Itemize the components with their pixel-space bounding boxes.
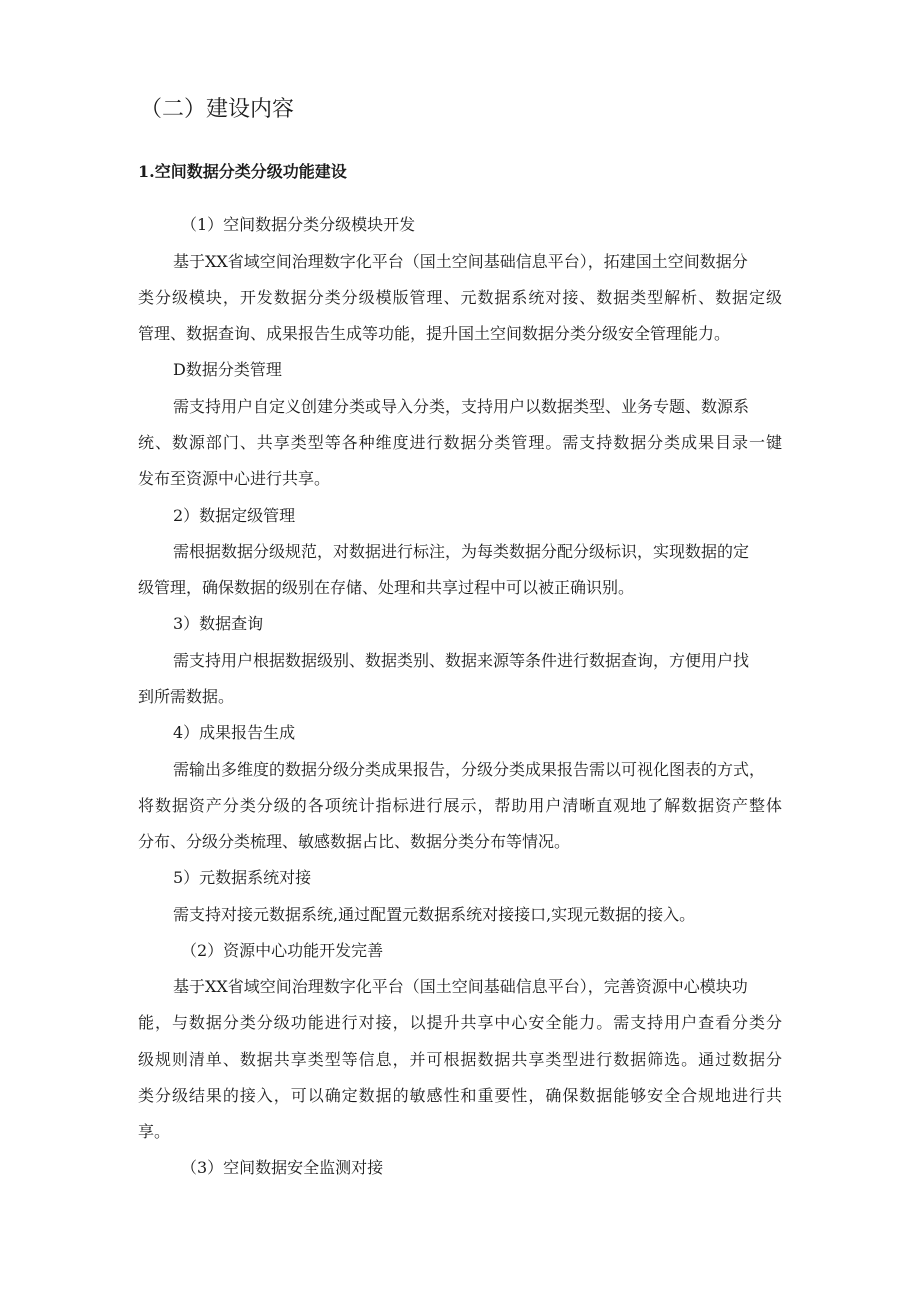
sub1-line-1: 需支持用户自定义创建分类或导入分类，支持用户以数据类型、业务专题、数源系	[173, 397, 750, 416]
item1-intro-line-3: 管理、数据查询、成果报告生成等功能，提升国土空间数据分类分级安全管理能力。	[138, 324, 731, 343]
sub1-heading: D数据分类管理	[173, 360, 282, 379]
sub4-line-1: 需输出多维度的数据分级分类成果报告，分级分类成果报告需以可视化图表的方式，	[173, 760, 766, 779]
item2-line-2: 能，与数据分类分级功能进行对接，以提升共享中心安全能力。需支持用户查看分类分	[138, 1013, 782, 1032]
sub5-heading: 5）元数据系统对接	[173, 868, 312, 887]
item2-line-4: 类分级结果的接入，可以确定数据的敏感性和重要性，确保数据能够安全合规地进行共	[138, 1086, 782, 1105]
sub2-line-2: 级管理，确保数据的级别在存储、处理和共享过程中可以被正确识别。	[138, 578, 635, 597]
sub3-heading: 3）数据查询	[173, 614, 264, 633]
sub2-heading: 2）数据定级管理	[173, 506, 296, 525]
item1-intro-line-2: 类分级模块，开发数据分类分级模版管理、元数据系统对接、数据类型解析、数据定级	[138, 288, 782, 307]
sub2-line-1: 需根据数据分级规范，对数据进行标注，为每类数据分配分级标识，实现数据的定	[173, 542, 750, 561]
item3-heading: （3）空间数据安全监测对接	[181, 1158, 384, 1177]
item1-intro-line-1: 基于XX省域空间治理数字化平台（国土空间基础信息平台），拓建国土空间数据分	[173, 252, 748, 271]
section-title: （二）建设内容	[140, 97, 295, 122]
sub3-line-1: 需支持用户根据数据级别、数据类别、数据来源等条件进行数据查询，方便用户找	[173, 651, 750, 670]
sub3-line-2: 到所需数据。	[138, 687, 235, 706]
sub1-line-3: 发布至资源中心进行共享。	[138, 469, 331, 488]
sub1-line-2: 统、数源部门、共享类型等各种维度进行数据分类管理。需支持数据分类成果目录一键	[138, 433, 782, 452]
sub4-line-3: 分布、分级分类梳理、敏感数据占比、数据分类分布等情况。	[138, 832, 571, 851]
sub4-line-2: 将数据资产分类分级的各项统计指标进行展示，帮助用户清晰直观地了解数据资产整体	[138, 796, 782, 815]
item2-line-1: 基于XX省域空间治理数字化平台（国土空间基础信息平台），完善资源中心模块功	[173, 977, 748, 996]
item2-line-5: 享。	[138, 1122, 171, 1141]
sub4-heading: 4）成果报告生成	[173, 723, 296, 742]
item2-heading: （2）资源中心功能开发完善	[181, 941, 384, 960]
sub5-line-1: 需支持对接元数据系统,通过配置元数据系统对接接口,实现元数据的接入。	[173, 905, 696, 924]
item2-line-3: 级规则清单、数据共享类型等信息，并可根据数据共享类型进行数据筛选。通过数据分	[138, 1050, 782, 1069]
item1-heading: （1）空间数据分类分级模块开发	[181, 215, 416, 234]
subsection-title: 1.空间数据分类分级功能建设	[138, 162, 347, 181]
